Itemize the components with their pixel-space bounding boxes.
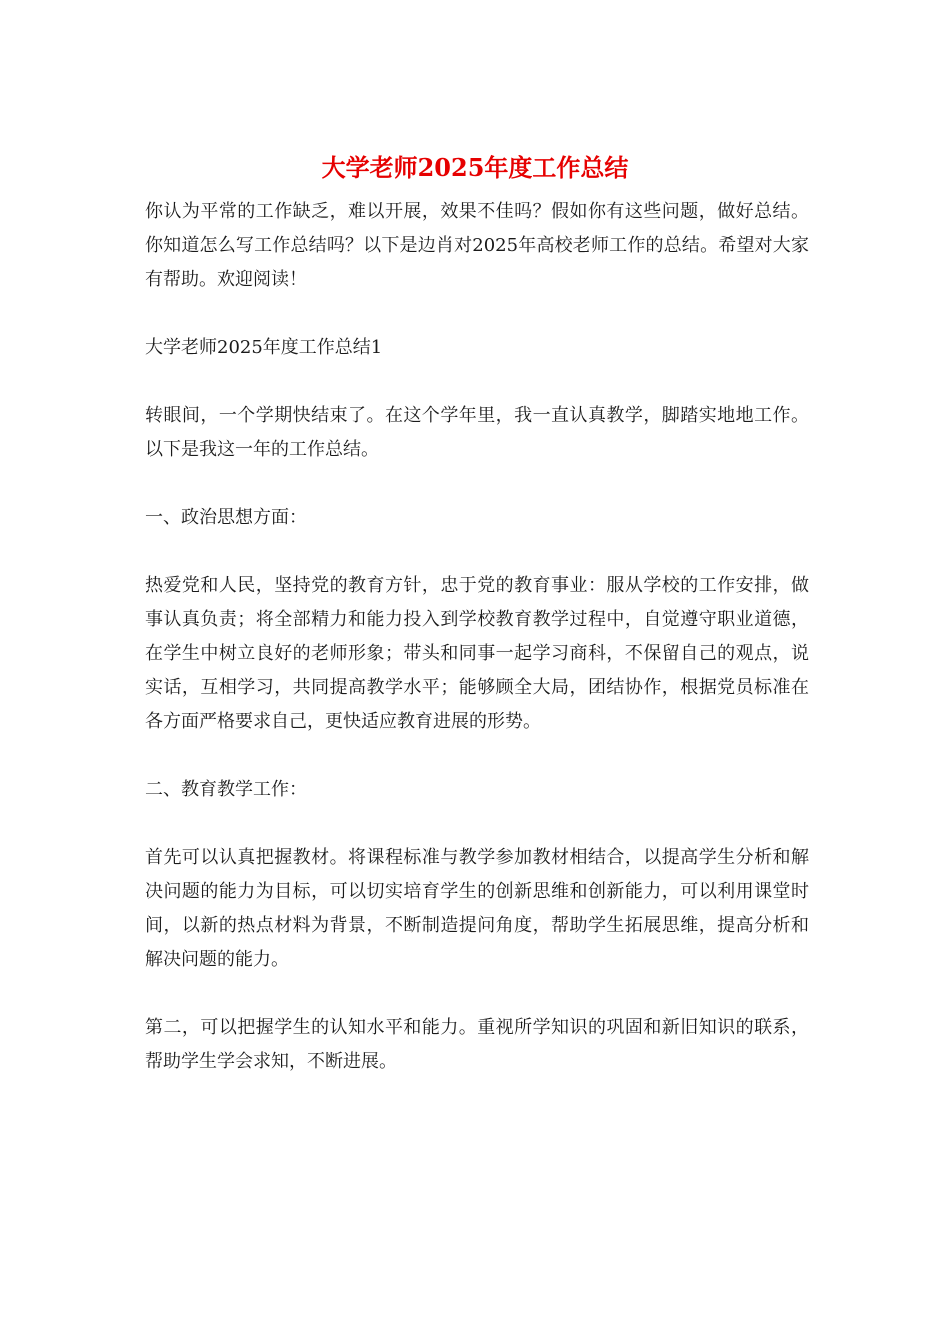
document-body: [145, 195, 809, 1113]
intro-paragraph: 你认为平常的工作缺乏，难以开展，效果不佳吗？假如你有这些问题，做好总结。你知道怎么写工作总结吗？以下是边肖对2025年高校老师工作的总结。希望对大家有帮助。欢迎阅读！: [145, 201, 809, 290]
section-heading: 大学老师2025年度工作总结1: [145, 337, 383, 358]
subheading-politics: 一、政治思想方面：: [145, 507, 307, 528]
subheading-teaching: 二、教育教学工作：: [145, 779, 307, 800]
teaching-paragraph-1: 首先可以认真把握教材。将课程标准与教学参加教材相结合，以提高学生分析和解决问题的能力为目标，可以切实培育学生的创新思维和创新能力，可以利用课堂时间，以新的热点材料为背景，不断制造提问角度，帮助学生拓展思维，提高分析和解决问题的能力。: [145, 847, 809, 970]
opening-paragraph: 转眼间，一个学期快结束了。在这个学年里，我一直认真教学，脚踏实地地工作。以下是我这一年的工作总结。: [145, 405, 809, 460]
teaching-paragraph-2: 第二，可以把握学生的认知水平和能力。重视所学知识的巩固和新旧知识的联系，帮助学生学会求知，不断进展。: [145, 1017, 809, 1072]
politics-paragraph: 热爱党和人民，坚持党的教育方针，忠于党的教育事业：服从学校的工作安排，做事认真负责；将全部精力和能力投入到学校教育教学过程中，自觉遵守职业道德，在学生中树立良好的老师形象；带头和同事一起学习商科，不保留自己的观点，说实话，互相学习，共同提高教学水平；能够顾全大局，团结协作，根据党员标准在各方面严格要求自己，更快适应教育进展的形势。: [145, 575, 809, 732]
document-title: 大学老师2025年度工作总结: [321, 153, 629, 182]
